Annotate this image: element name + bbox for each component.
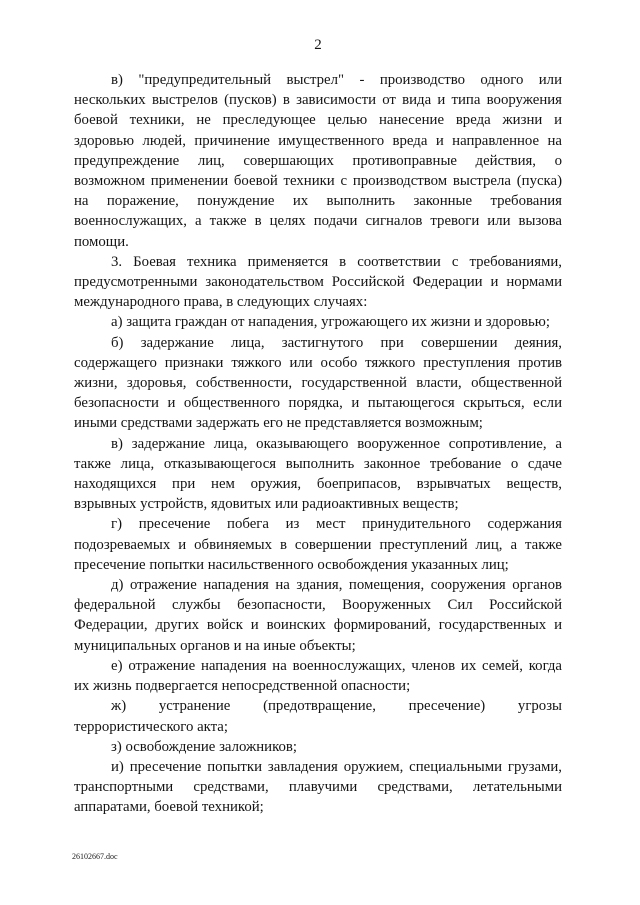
subclause-v xyxy=(74,434,562,515)
text-line: и) пресечение попытки завладения оружием, специальными грузами, xyxy=(111,758,562,775)
text-line: возможном применении боевой техники с производством выстрела (пуска) xyxy=(74,173,562,190)
text-line: а) защита граждан от нападения, угрожающего их жизни и здоровью; xyxy=(111,314,550,331)
text-line: з) освобождение заложников; xyxy=(111,738,298,755)
subclause-d xyxy=(74,575,562,656)
text-line: ж) устранение (предотвращение, пресечение) угрозы xyxy=(111,698,562,715)
text-line: террористического акта; xyxy=(74,718,228,735)
text-line: федеральной службы безопасности, Вооруженных Сил Российской xyxy=(74,597,562,614)
document-body xyxy=(74,70,562,818)
paragraph-clause-3 xyxy=(74,252,562,313)
page-number: 2 xyxy=(314,37,322,53)
text-line: находящихся при нем оружия, боеприпасов, взрывчатых веществ, xyxy=(74,476,562,493)
subclause-e xyxy=(74,656,562,696)
subclause-i xyxy=(74,757,562,818)
text-line: нескольких выстрелов (пусков) в зависимости от вида и типа вооружения xyxy=(74,92,562,109)
text-line: содержащего признаки тяжкого или особо тяжкого преступления против xyxy=(74,354,562,371)
text-line: здоровью людей, причинение имущественного вреда и направленное на xyxy=(74,132,562,149)
paragraph-warning-shot-definition xyxy=(74,70,562,252)
text-line: предупреждение лиц, совершающих противоправные действия, о xyxy=(74,152,562,169)
text-line: международного права, в следующих случаях: xyxy=(74,294,368,311)
text-line: военнослужащих, а также в целях подачи сигналов тревоги или вызова xyxy=(74,213,562,230)
text-line: Федерации, других войск и воинских формирований, государственных и xyxy=(74,617,562,634)
subclause-z xyxy=(74,737,562,757)
text-line: иными средствами задержать его не представляется возможным; xyxy=(74,415,483,432)
text-line: помощи. xyxy=(74,233,129,250)
text-line: их жизнь подвергается непосредственной опасности; xyxy=(74,678,411,695)
text-line: е) отражение нападения на военнослужащих, членов их семей, когда xyxy=(111,657,562,674)
footer-filename: 26102667.doc xyxy=(72,852,118,861)
text-line: на поражение, понуждение их выполнить законные требования xyxy=(74,193,562,210)
text-line: предусмотренными законодательством Российской Федерации и нормами xyxy=(74,274,562,291)
subclause-zh xyxy=(74,696,562,736)
text-line: боевой техники, не преследующее целью нанесение вреда жизни и xyxy=(74,112,562,129)
text-line: подозреваемых и обвиняемых в совершении преступлений лиц, а также xyxy=(74,536,562,553)
text-line: д) отражение нападения на здания, помещения, сооружения органов xyxy=(111,577,562,594)
text-line: транспортными средствами, плавучими средствами, летательными xyxy=(74,779,562,796)
text-line: в) "предупредительный выстрел" - производство одного или xyxy=(111,72,562,88)
text-line: аппаратами, боевой техникой; xyxy=(74,799,264,816)
text-line: также лица, отказывающегося выполнить законное требование о сдаче xyxy=(74,455,562,472)
text-line: безопасности и общественного порядка, и пытающегося скрыться, если xyxy=(74,395,562,412)
text-line: 3. Боевая техника применяется в соответствии с требованиями, xyxy=(111,253,562,270)
text-line: б) задержание лица, застигнутого при совершении деяния, xyxy=(111,334,562,351)
text-line: муниципальных органов и на иные объекты; xyxy=(74,637,356,654)
text-line: г) пресечение побега из мест принудительного содержания xyxy=(111,516,562,533)
subclause-g xyxy=(74,514,562,575)
text-line: жизни, здоровья, собственности, государственной власти, общественной xyxy=(74,375,562,392)
subclause-b xyxy=(74,333,562,434)
text-line: в) задержание лица, оказывающего вооруженное сопротивление, а xyxy=(111,435,562,452)
subclause-a xyxy=(74,312,562,332)
text-line: пресечение попытки насильственного освобождения указанных лиц; xyxy=(74,556,509,573)
text-line: взрывных устройств, ядовитых или радиоактивных веществ; xyxy=(74,496,459,513)
